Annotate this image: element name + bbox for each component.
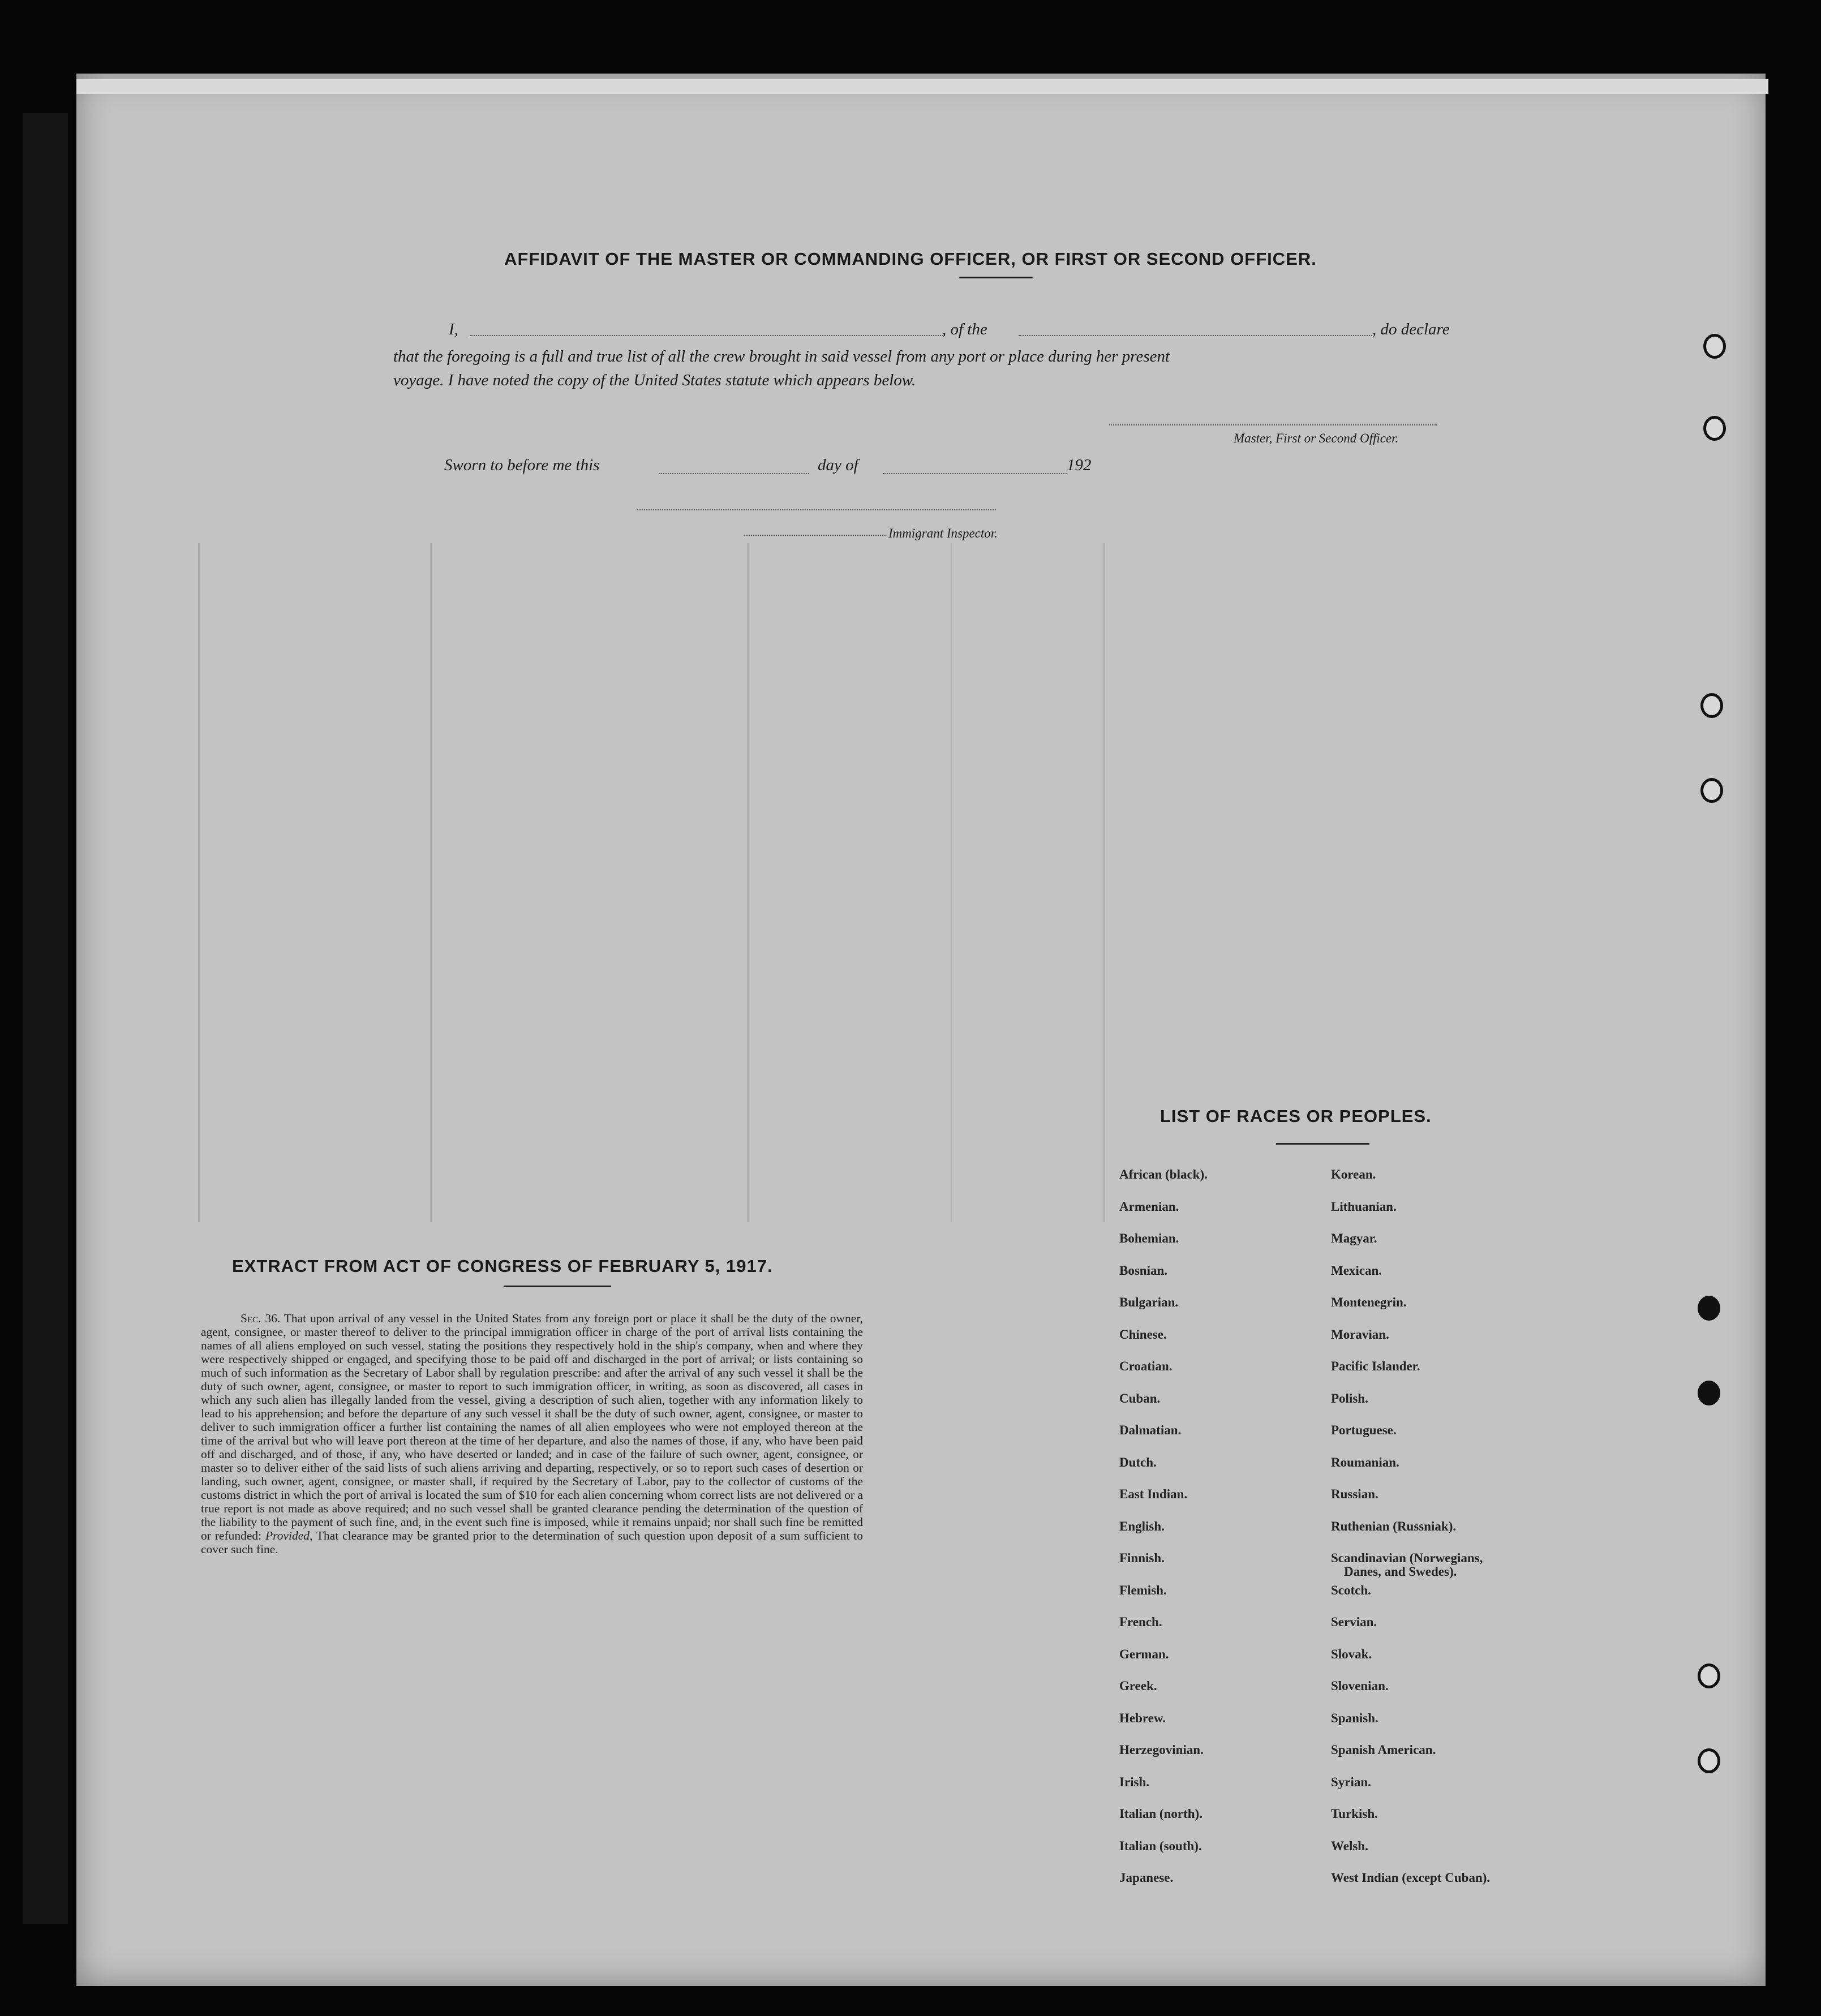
race-item: Turkish. [1331,1807,1378,1821]
race-item: African (black). [1119,1167,1208,1181]
inspector-signature-field[interactable] [637,509,996,510]
punch-hole [1700,778,1723,803]
race-item: Italian (south). [1119,1838,1202,1853]
vessel-name-field[interactable] [1019,335,1372,336]
race-item: Moravian. [1331,1327,1389,1342]
races-title: LIST OF RACES OR PEOPLES. [1160,1106,1432,1126]
race-item: Lithuanian. [1331,1199,1397,1214]
punch-hole [1703,334,1726,359]
affidavit-line-2: voyage. I have noted the copy of the United States statute which appears below. [393,371,916,389]
race-item: Scotch. [1331,1583,1371,1597]
year-label: 192 [1067,456,1092,474]
punch-hole [1698,1663,1720,1688]
bleed-column-line [198,543,200,1222]
race-item: Croatian. [1119,1359,1173,1373]
title-underline [959,277,1033,278]
bleed-column-line [430,543,432,1222]
race-item: Finnish. [1119,1551,1165,1565]
signature-caption: Master, First or Second Officer. [1234,431,1399,445]
sworn-label: Sworn to before me this [444,456,600,474]
race-item: Welsh. [1331,1838,1368,1853]
punch-hole [1698,1381,1720,1405]
punch-hole [1698,1748,1720,1773]
races-underline [1276,1143,1369,1145]
provided-label: Provided, [265,1529,313,1542]
race-item: English. [1119,1519,1165,1533]
affidavit-line-1: that the foregoing is a full and true list of all the crew brought in said vessel from any port or place during her present [393,347,1170,366]
punch-hole [1698,1296,1720,1321]
race-item: German. [1119,1647,1169,1661]
race-item: Flemish. [1119,1583,1167,1597]
master-signature-field[interactable] [1109,424,1437,425]
race-item: Italian (north). [1119,1807,1202,1821]
section-label: Sec. 36. [240,1312,281,1325]
inspector-caption: Immigrant Inspector. [888,526,998,540]
race-item: Spanish American. [1331,1743,1436,1757]
page-top-edge [76,79,1768,94]
race-item: Armenian. [1119,1199,1179,1214]
race-item: Irish. [1119,1774,1150,1789]
race-item: Chinese. [1119,1327,1167,1342]
race-item: Slovenian. [1331,1679,1389,1693]
race-item: Ruthenian (Russniak). [1331,1519,1457,1533]
race-item: Hebrew. [1119,1710,1166,1725]
punch-hole [1700,693,1723,718]
officer-name-field[interactable] [470,335,945,336]
of-the-label: , of the [942,320,987,338]
race-item: Servian. [1331,1615,1377,1629]
race-item: Cuban. [1119,1391,1161,1405]
race-item: Bulgarian. [1119,1295,1179,1309]
race-item: Dalmatian. [1119,1423,1182,1437]
act-text [201,1312,863,1556]
act-body: That upon arrival of any vessel in the United States from any foreign port or place it shall be the duty of the owner, agent, consignee, or master thereof to deliver to the principal immigration officer in charge of the port of arrival lists containing the names of all aliens employed on such vessel, stating the positions they respectively hold in the ship's company, when and where they were respectively shipped or engaged, and specifying those to be paid off and discharged in the port of arrival; or lists containing so much of such information as the Secretary of Labor shall by regulation prescribe; and after the arrival of any such vessel it shall be the duty of such owner, agent, consignee, or master to report to such immigration officer, in writing, as soon as discovered, all cases in which any such alien has illegally landed from the vessel, giving a description of such alien, together with any information likely to lead to his apprehension; and before the departure of any such vessel it shall be the duty of such owner, agent, consignee, or master to deliver to such immigration officer a further list containing the names of all alien employees who were not employed thereon at the time of the arrival but who will leave port thereon at the time of her departure, and also the names of those, if any, who have been paid off and discharged, and of those, if any, who have deserted or landed; and in case of the failure of such owner, agent, consignee, or master so to deliver either of the said lists of such aliens arriving and departing, respectively, or so to report such cases of desertion or landing, such owner, agent, consignee, or master shall, if required by the Secretary of Labor, pay to the collector of customs of the customs district in which the port of arrival is located the sum of $10 for each alien concerning whom correct lists are not delivered or a true report is not made as above required; and no such vessel shall be granted clearance pending the determination of the question of the liability to the payment of such fine, and, in the event such fine is imposed, while it remains unpaid; nor shall such fine be remitted or refunded: [201,1312,863,1542]
race-item: Slovak. [1331,1647,1372,1661]
race-item: Bosnian. [1119,1263,1168,1278]
bleed-column-line [1103,543,1105,1222]
race-item: Polish. [1331,1391,1368,1405]
sworn-month-field[interactable] [883,473,1067,474]
race-item: Mexican. [1331,1263,1382,1278]
race-item: Portuguese. [1331,1423,1397,1437]
binding-edge [23,113,68,1924]
race-item: French. [1119,1615,1162,1629]
bleed-column-line [747,543,749,1222]
affidavit-i-label: I, [449,320,458,338]
race-item: Korean. [1331,1167,1376,1181]
act-body-end: That clearance may be granted prior to the determination of such question upon deposit of a sum sufficient to cover such fine. [201,1529,864,1556]
race-item: Scandinavian (Norwegians, [1331,1551,1483,1565]
race-item: Danes, and Swedes). [1344,1564,1457,1579]
race-item: Roumanian. [1331,1455,1399,1469]
affidavit-title: AFFIDAVIT OF THE MASTER OR COMMANDING OFFICER, OR FIRST OR SECOND OFFICER. [504,249,1317,269]
race-item: Japanese. [1119,1871,1174,1885]
race-item: Magyar. [1331,1231,1377,1245]
race-item: Spanish. [1331,1710,1378,1725]
bleed-column-line [951,543,952,1222]
race-item: Greek. [1119,1679,1157,1693]
race-item: Herzegovinian. [1119,1743,1204,1757]
sworn-day-field[interactable] [659,473,809,474]
extract-title: EXTRACT FROM ACT OF CONGRESS OF FEBRUARY 5, 1917. [232,1256,773,1276]
race-item: Syrian. [1331,1774,1371,1789]
race-item: Russian. [1331,1487,1378,1501]
race-item: West Indian (except Cuban). [1331,1871,1491,1885]
inspector-leader-line [744,535,886,536]
do-declare-label: , do declare [1372,320,1450,338]
race-item: Montenegrin. [1331,1295,1407,1309]
race-item: East Indian. [1119,1487,1188,1501]
race-item: Pacific Islander. [1331,1359,1420,1373]
day-of-label: day of [818,456,858,474]
punch-hole [1703,416,1726,441]
extract-underline [504,1286,611,1287]
race-item: Bohemian. [1119,1231,1179,1245]
race-item: Dutch. [1119,1455,1157,1469]
